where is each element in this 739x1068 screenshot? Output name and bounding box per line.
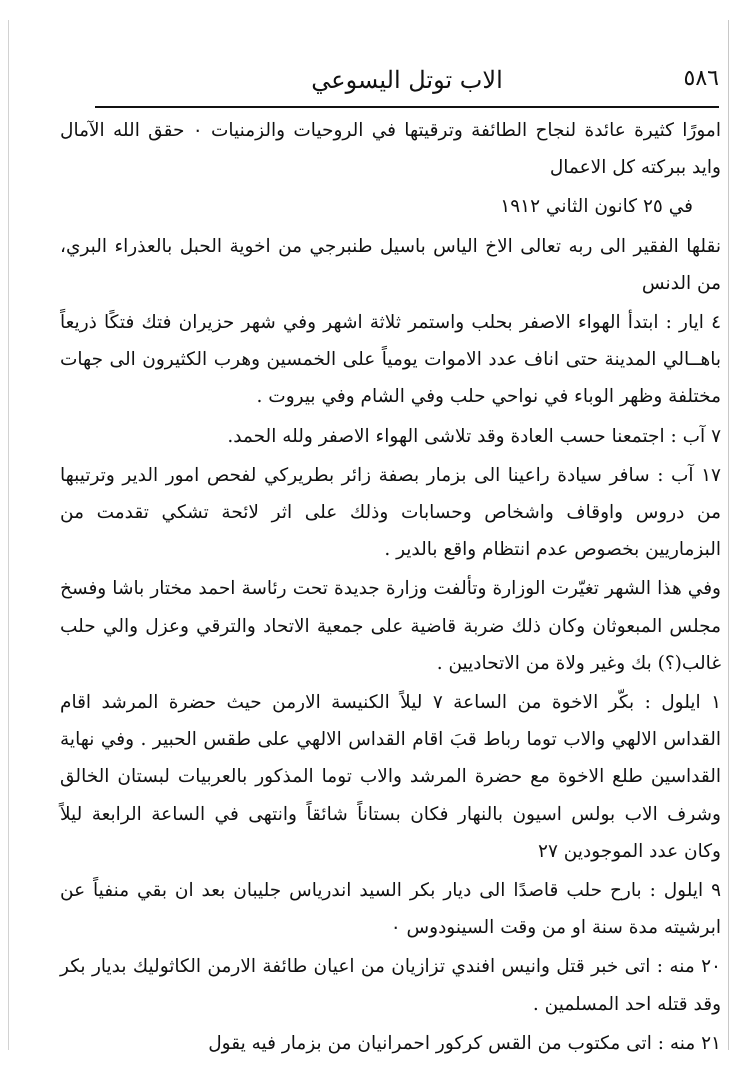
header-rule xyxy=(95,106,719,108)
paragraph: ٧ آب : اجتمعنا حسب العادة وقد تلاشى الهواء الاصفر ولله الحمد. xyxy=(227,425,721,447)
scan-edge-left xyxy=(8,20,9,1050)
paragraph: ١ ايلول : بكّر الاخوة من الساعة ٧ ليلاً الكنيسة الارمن حيث حضرة المرشد اقام القداس الالهي والاب توما رباط قبَ اقام القداس الالهي على طقس الحبير . وفي نهاية القداسين طلع الاخوة مع حضرة المرشد والاب توما المذكور بالعربيات لبستان الخالق وشرف الاب بولس اسيون بالنهار فكان بستاناً شائقاً وانتهى في الساعة الرابعة ليلاً وكان عدد الموجودين ٢٧ xyxy=(60,692,721,862)
paragraph: ٢١ منه : اتى مكتوب من القس كركور احمرانيان من بزمار فيه يقول xyxy=(208,1032,721,1054)
body-text xyxy=(60,112,721,1064)
running-title: الاب توتل اليسوعي xyxy=(311,66,503,94)
paragraph: نقلها الفقير الى ربه تعالى الاخ الياس باسيل طنبرجي من اخوية الحبل بالعذراء البري، من الدنس xyxy=(60,235,721,294)
paragraph: امورًا كثيرة عائدة لنجاح الطائفة وترقيتها في الروحيات والزمنيات ٠ حقق الله الآمال وايد ببركته كل الاعمال xyxy=(60,120,721,179)
paragraph: وفي هذا الشهر تغيّرت الوزارة وتألفت وزارة جديدة تحت رئاسة احمد مختار باشا وفسخ مجلس المبعوثان وكان ذلك ضربة قاضية على جمعية الاتحاد والترقي وعزل والي حلب غالب(؟) بك وغير ولاة من الاتحاديين . xyxy=(60,578,721,674)
page-header xyxy=(95,62,719,108)
scan-edge-right xyxy=(728,20,729,1050)
paragraph: ٩ ايلول : بارح حلب قاصدًا الى ديار بكر السيد اندرياس جليبان بعد ان بقي منفياً عن ابرشيته مدة سنة او من وقت السينودوس ٠ xyxy=(60,880,721,939)
date-line: في ٢٥ كانون الثاني ١٩١٢ xyxy=(500,196,693,218)
paragraph: ٤ ايار : ابتدأ الهواء الاصفر بحلب واستمر ثلاثة اشهر وفي شهر حزيران فتك فتكًا ذريعاً باهــالي المدينة حتى اناف عدد الاموات يومياً على الخمسين وهرب الكثيرون الى جهات مختلفة وظهر الوباء في نواحي حلب وفي الشام وفي بيروت . xyxy=(60,312,721,408)
paragraph: ٢٠ منه : اتى خبر قتل وانيس افندي تزازيان من اعيان طائفة الارمن الكاثوليك بديار بكر وقد قتله احد المسلمين . xyxy=(60,956,721,1015)
page-number: ٥٨٦ xyxy=(683,66,719,91)
paragraph: ١٧ آب : سافر سيادة راعينا الى بزمار بصفة زائر بطريركي لفحص امور الدير وترتيبها من دروس واوقاف واشخاص وحسابات وذلك على اثر لائحة تشكي تقدمت من البزماريين بخصوص عدم انتظام واقع بالدير . xyxy=(60,464,721,561)
